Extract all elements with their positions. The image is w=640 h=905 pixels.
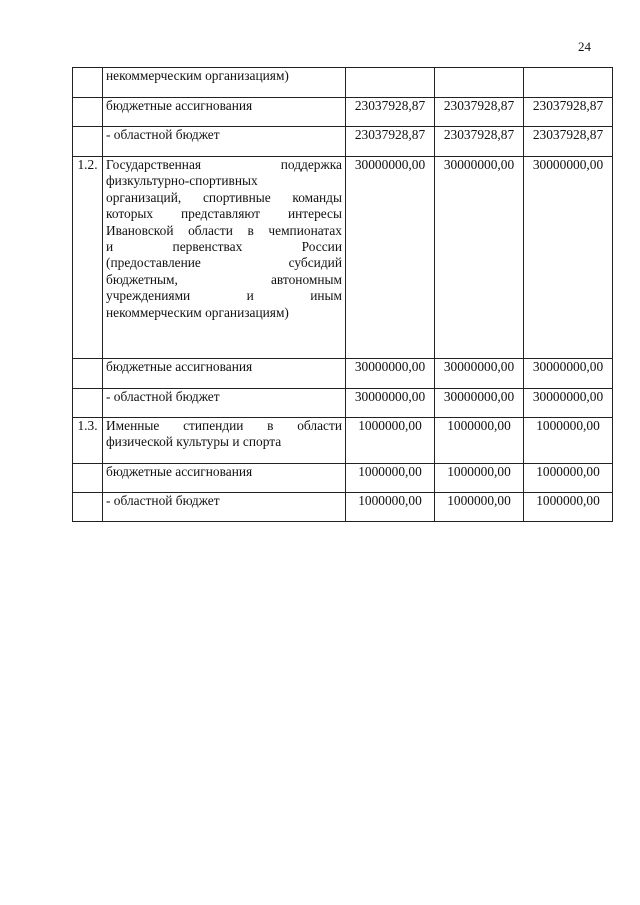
row-name-line: и первенствах России [106, 239, 342, 255]
value-cell [524, 68, 613, 98]
row-name: бюджетные ассигнования [103, 98, 346, 127]
value-cell: 23037928,87 [346, 127, 435, 157]
row-name-line: некоммерческим организациям) [106, 304, 289, 320]
row-name: - областной бюджет [103, 127, 346, 157]
table-row [73, 389, 613, 418]
row-name: - областной бюджет [103, 389, 346, 418]
row-name-line: организаций, спортивные команды [106, 189, 342, 205]
value-cell: 1000000,00 [524, 464, 613, 493]
value-cell: 1000000,00 [524, 418, 613, 464]
value-cell: 30000000,00 [435, 157, 524, 359]
table-row [73, 68, 613, 98]
row-number [73, 464, 103, 493]
value-cell: 1000000,00 [435, 493, 524, 522]
value-cell: 1000000,00 [346, 493, 435, 522]
row-name: бюджетные ассигнования [103, 464, 346, 493]
table-row [73, 493, 613, 522]
row-name: бюджетные ассигнования [103, 359, 346, 389]
row-name-line: физической культуры и спорта [106, 434, 282, 450]
value-cell: 23037928,87 [435, 127, 524, 157]
row-name-line: (предоставление субсидий [106, 255, 342, 271]
row-number [73, 389, 103, 418]
table-row [73, 157, 613, 359]
row-number [73, 493, 103, 522]
row-name [103, 157, 346, 359]
table-row [73, 98, 613, 127]
row-name [103, 418, 346, 464]
value-cell: 30000000,00 [524, 389, 613, 418]
budget-table [72, 67, 613, 522]
value-cell: 30000000,00 [435, 389, 524, 418]
row-name: некоммерческим организациям) [103, 68, 346, 98]
value-cell: 1000000,00 [346, 418, 435, 464]
value-cell: 23037928,87 [524, 127, 613, 157]
value-cell: 30000000,00 [524, 157, 613, 359]
row-name-line: бюджетным, автономным [106, 271, 342, 287]
value-cell: 23037928,87 [524, 98, 613, 127]
value-cell: 23037928,87 [435, 98, 524, 127]
page-number: 24 [578, 39, 591, 54]
value-cell: 30000000,00 [346, 359, 435, 389]
value-cell: 1000000,00 [435, 464, 524, 493]
row-name-line: Именные стипендии в области [106, 418, 342, 433]
row-number: 1.2. [73, 157, 103, 359]
row-name-line: Ивановской области в чемпионатах [106, 222, 342, 238]
row-number [73, 68, 103, 98]
value-cell: 1000000,00 [346, 464, 435, 493]
table-row [73, 464, 613, 493]
value-cell [346, 68, 435, 98]
value-cell: 30000000,00 [524, 359, 613, 389]
table-row [73, 418, 613, 464]
value-cell [435, 68, 524, 98]
table-row [73, 127, 613, 157]
value-cell: 30000000,00 [346, 157, 435, 359]
value-cell: 23037928,87 [346, 98, 435, 127]
row-number: 1.3. [73, 418, 103, 464]
row-name: - областной бюджет [103, 493, 346, 522]
row-name-line: учреждениями и иным [106, 288, 342, 304]
value-cell: 30000000,00 [435, 359, 524, 389]
table-row [73, 359, 613, 389]
value-cell: 1000000,00 [435, 418, 524, 464]
row-name-line: которых представляют интересы [106, 206, 342, 222]
row-number [73, 359, 103, 389]
value-cell: 30000000,00 [346, 389, 435, 418]
row-name-line: Государственная поддержка [106, 157, 342, 172]
value-cell: 1000000,00 [524, 493, 613, 522]
row-name-line: физкультурно-спортивных [106, 173, 258, 189]
row-number [73, 127, 103, 157]
row-number [73, 98, 103, 127]
